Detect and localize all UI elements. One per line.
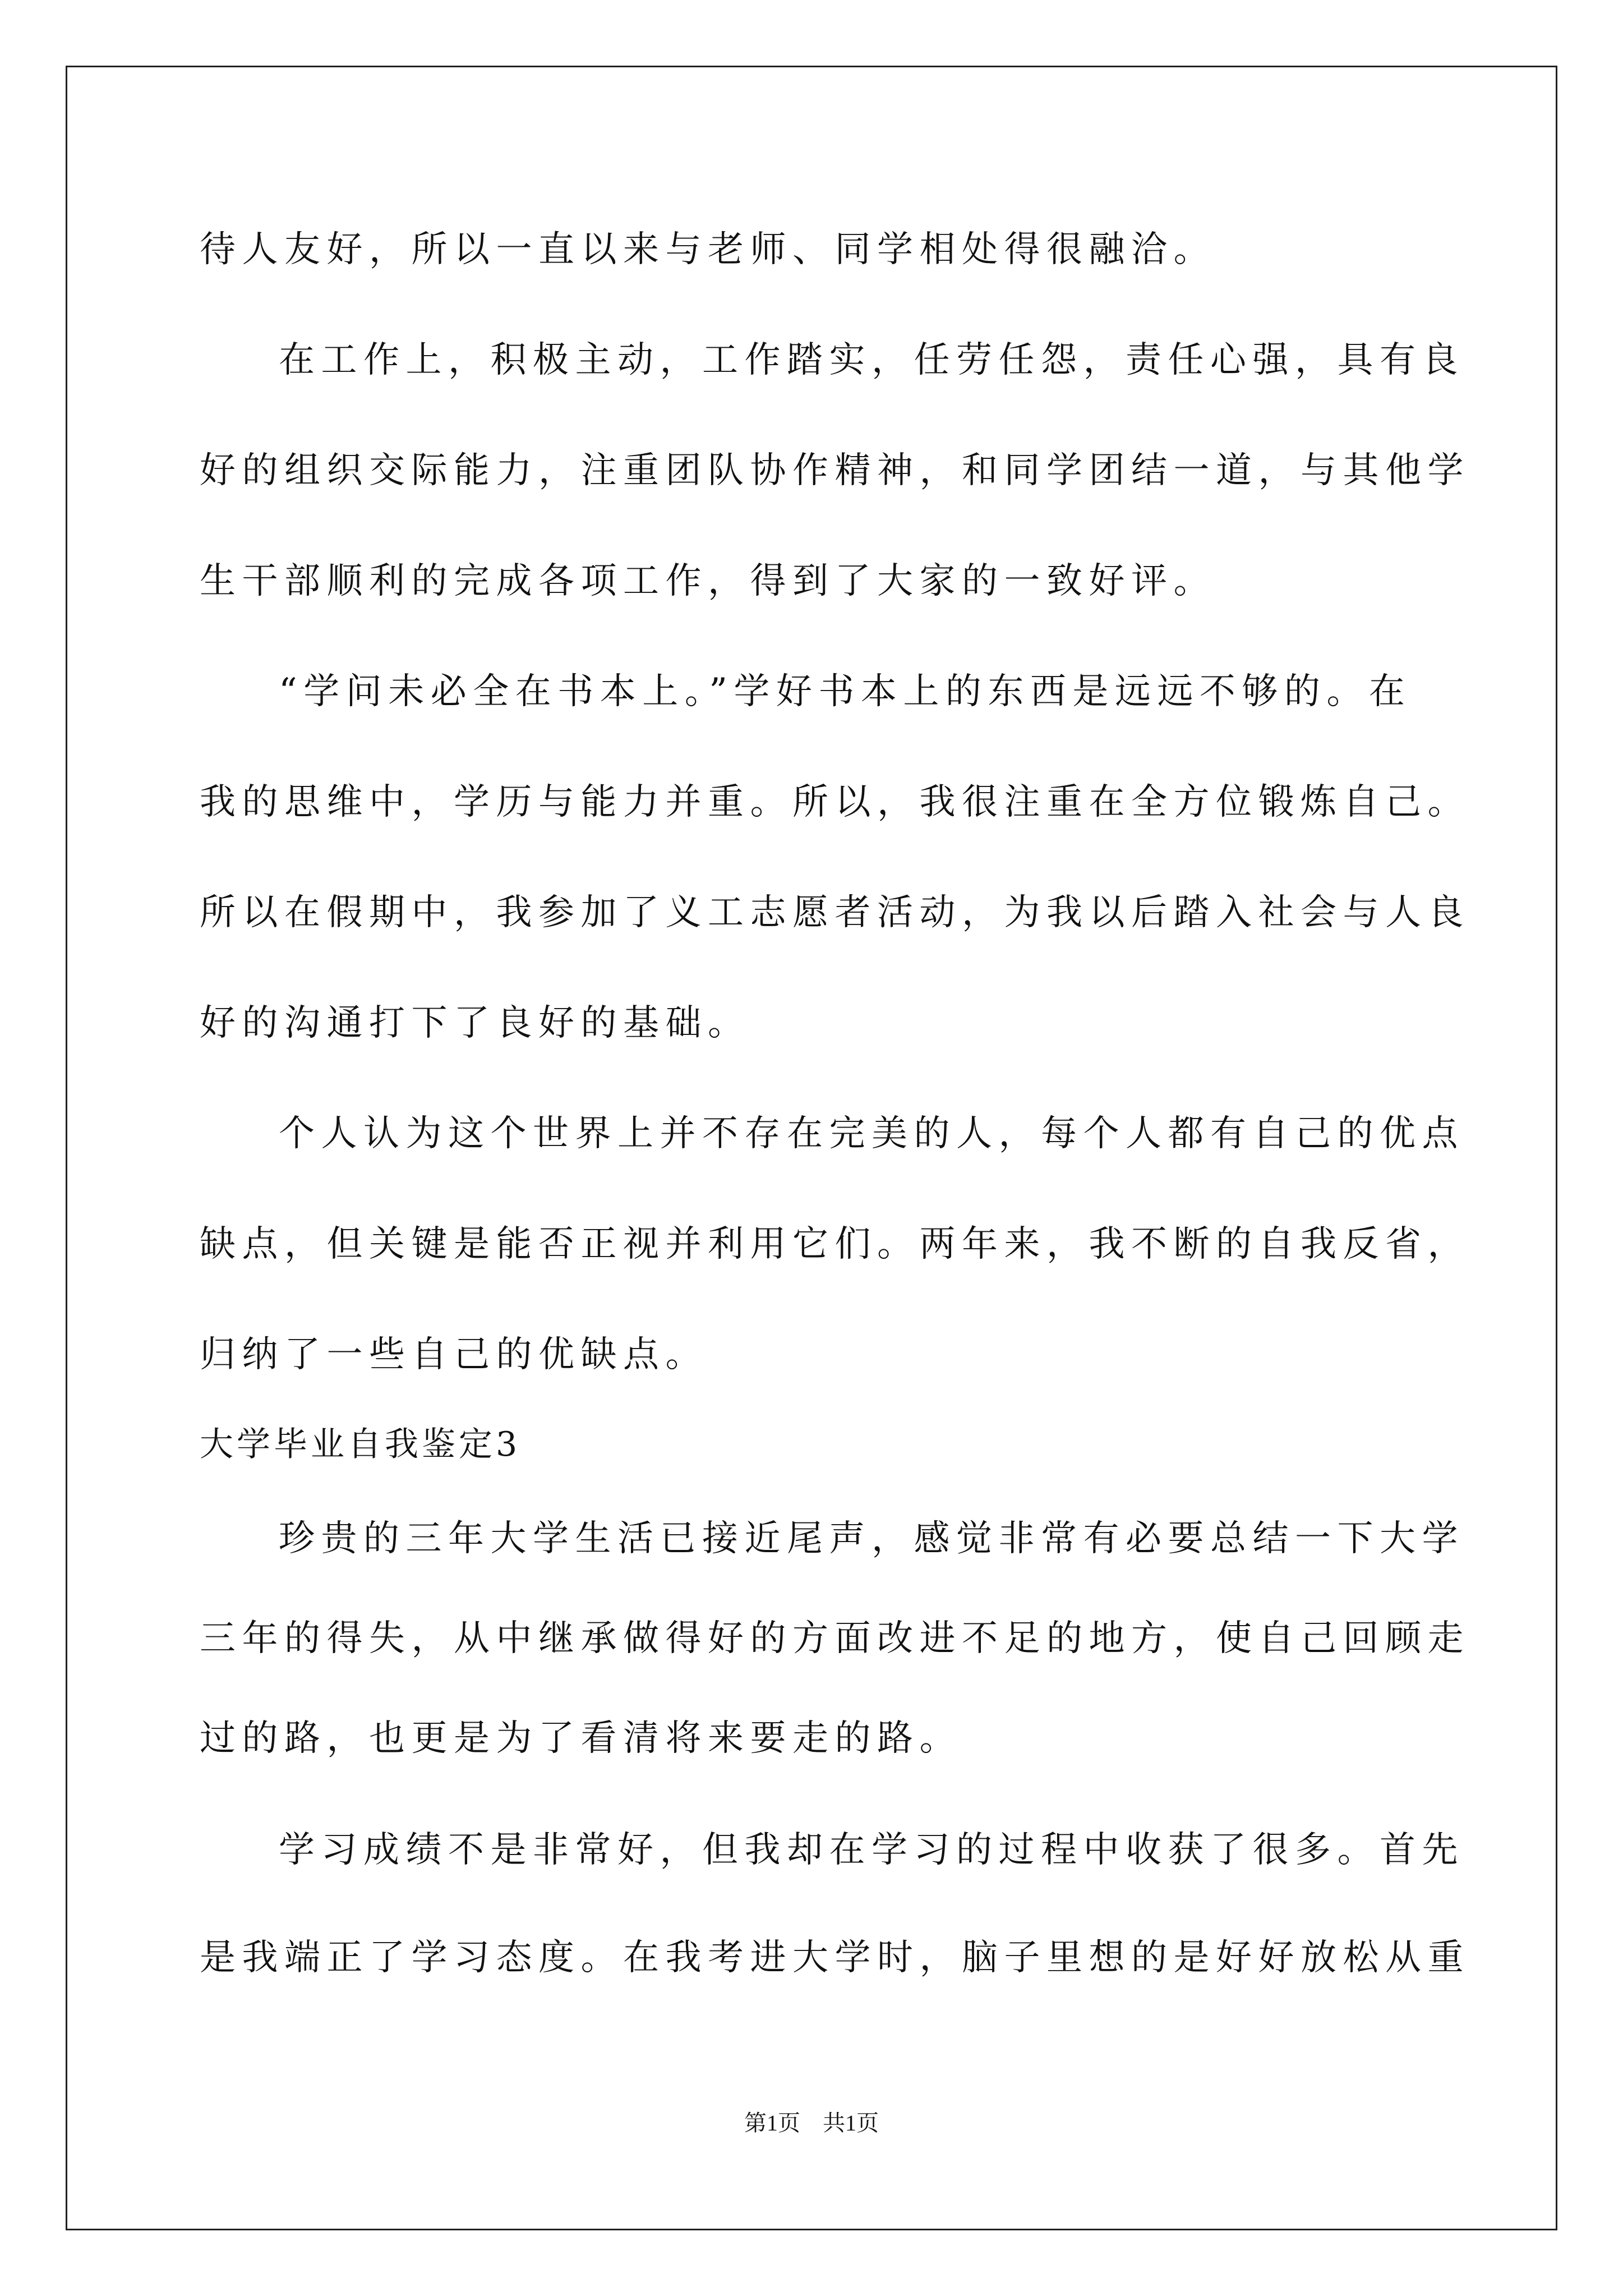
- text-line: 好的沟通打下了良好的基础。: [200, 1002, 750, 1044]
- text-line: 归纳了一些自己的优缺点。: [200, 1334, 708, 1375]
- paragraph-start-line: 在工作上，积极主动，工作踏实，任劳任怨，责任心强，具有良: [279, 339, 1464, 381]
- text-line: 待人友好，所以一直以来与老师、同学相处得很融洽。: [200, 229, 1216, 270]
- text-line: 好的组织交际能力，注重团队协作精神，和同学团结一道，与其他学: [200, 450, 1470, 491]
- paragraph-start-line: 学习成绩不是非常好，但我却在学习的过程中收获了很多。首先: [279, 1829, 1464, 1871]
- text-line: 过的路，也更是为了看清将来要走的路。: [200, 1718, 962, 1759]
- text-line: 是我端正了学习态度。在我考进大学时，脑子里想的是好好放松从重: [200, 1937, 1470, 1978]
- paragraph-start-line: 珍贵的三年大学生活已接近尾声，感觉非常有必要总结一下大学: [279, 1518, 1464, 1559]
- text-line: 所以在假期中，我参加了义工志愿者活动，为我以后踏入社会与人良: [200, 892, 1470, 933]
- text-line: 生干部顺利的完成各项工作，得到了大家的一致好评。: [200, 560, 1216, 602]
- text-line: 缺点，但关键是能否正视并利用它们。两年来，我不断的自我反省，: [200, 1223, 1470, 1265]
- paragraph-start-line: 个人认为这个世界上并不存在完美的人，每个人都有自己的优点: [279, 1113, 1464, 1154]
- page-number-footer: 第1页 共1页: [744, 2110, 879, 2136]
- text-line: 三年的得失，从中继承做得好的方面改进不足的地方，使自己回顾走: [200, 1618, 1470, 1659]
- paragraph-start-line: “学问未必全在书本上。”学好书本上的东西是远远不够的。在: [279, 671, 1412, 712]
- text-line: 我的思维中，学历与能力并重。所以，我很注重在全方位锻炼自己。: [200, 781, 1470, 823]
- section-heading: 大学毕业自我鉴定3: [200, 1425, 521, 1464]
